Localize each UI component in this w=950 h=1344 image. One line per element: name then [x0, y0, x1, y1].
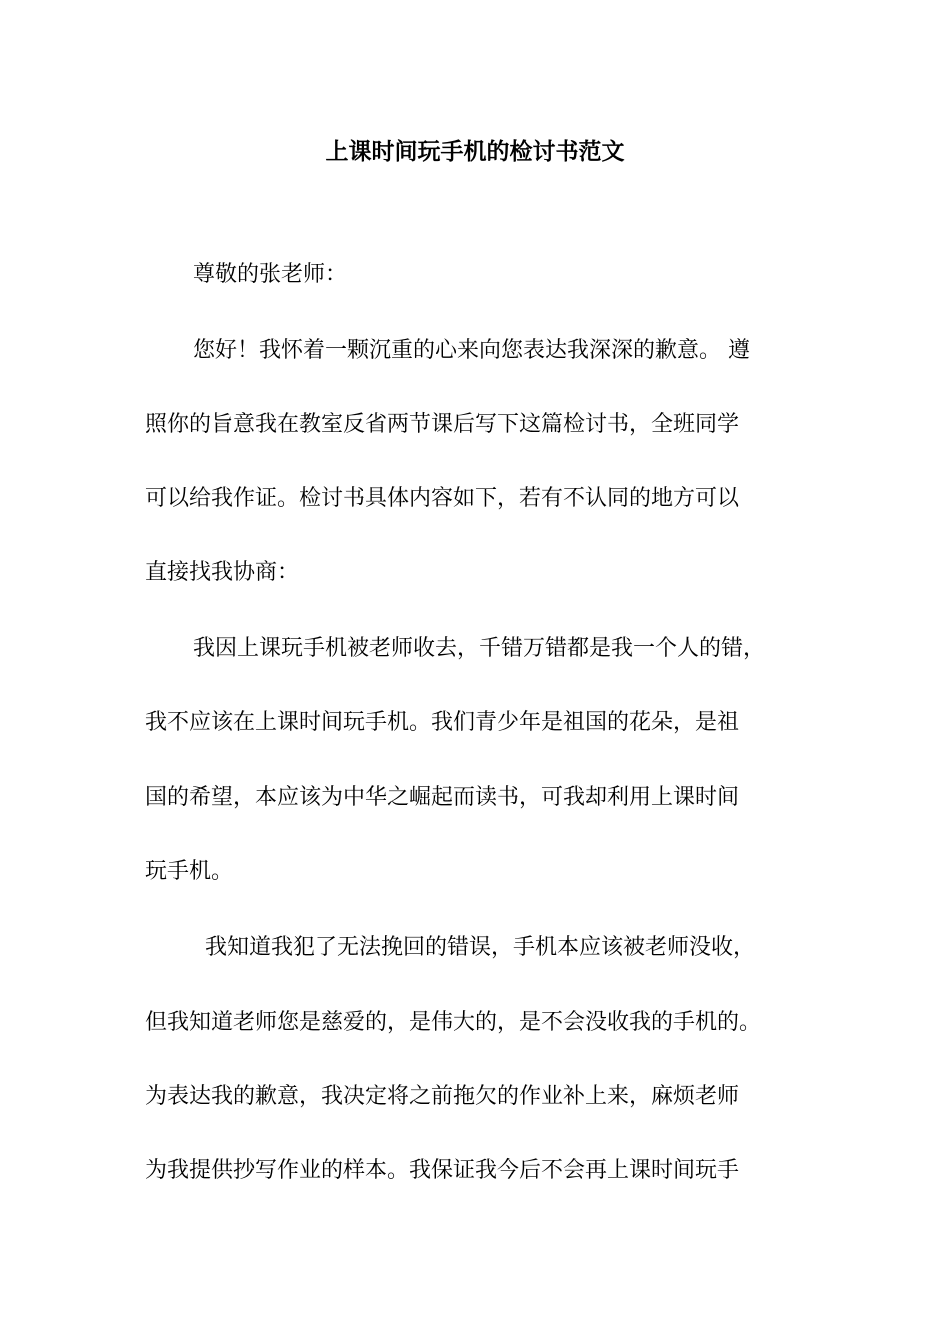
paragraph-3-line-3: 为表达我的歉意，我决定将之前拖欠的作业补上来，麻烦老师 — [145, 1084, 740, 1109]
salutation-line: 尊敬的张老师： — [193, 262, 348, 287]
paragraph-1-line-2: 照你的旨意我在教室反省两节课后写下这篇检讨书，全班同学 — [145, 412, 740, 437]
paragraph-2-line-4: 玩手机。 — [145, 859, 234, 884]
paragraph-2-line-3: 国的希望，本应该为中华之崛起而读书，可我却利用上课时间 — [145, 785, 740, 810]
paragraph-1-line-4: 直接找我协商： — [145, 560, 300, 585]
paragraph-2-line-2: 我不应该在上课时间玩手机。我们青少年是祖国的花朵，是祖 — [145, 710, 740, 735]
paragraph-1-line-1: 您好！我怀着一颗沉重的心来向您表达我深深的歉意。 遵 — [193, 338, 750, 363]
paragraph-1-line-3: 可以给我作证。检讨书具体内容如下，若有不认同的地方可以 — [145, 486, 740, 511]
document-title: 上课时间玩手机的检讨书范文 — [325, 138, 625, 165]
paragraph-3-line-1: 我知道我犯了无法挽回的错误，手机本应该被老师没收， — [205, 935, 756, 960]
paragraph-3-line-2: 但我知道老师您是慈爱的，是伟大的，是不会没收我的手机的。 — [145, 1010, 762, 1035]
paragraph-2-line-1: 我因上课玩手机被老师收去，千错万错都是我一个人的错， — [193, 636, 766, 661]
paragraph-3-line-4: 为我提供抄写作业的样本。我保证我今后不会再上课时间玩手 — [145, 1158, 740, 1183]
